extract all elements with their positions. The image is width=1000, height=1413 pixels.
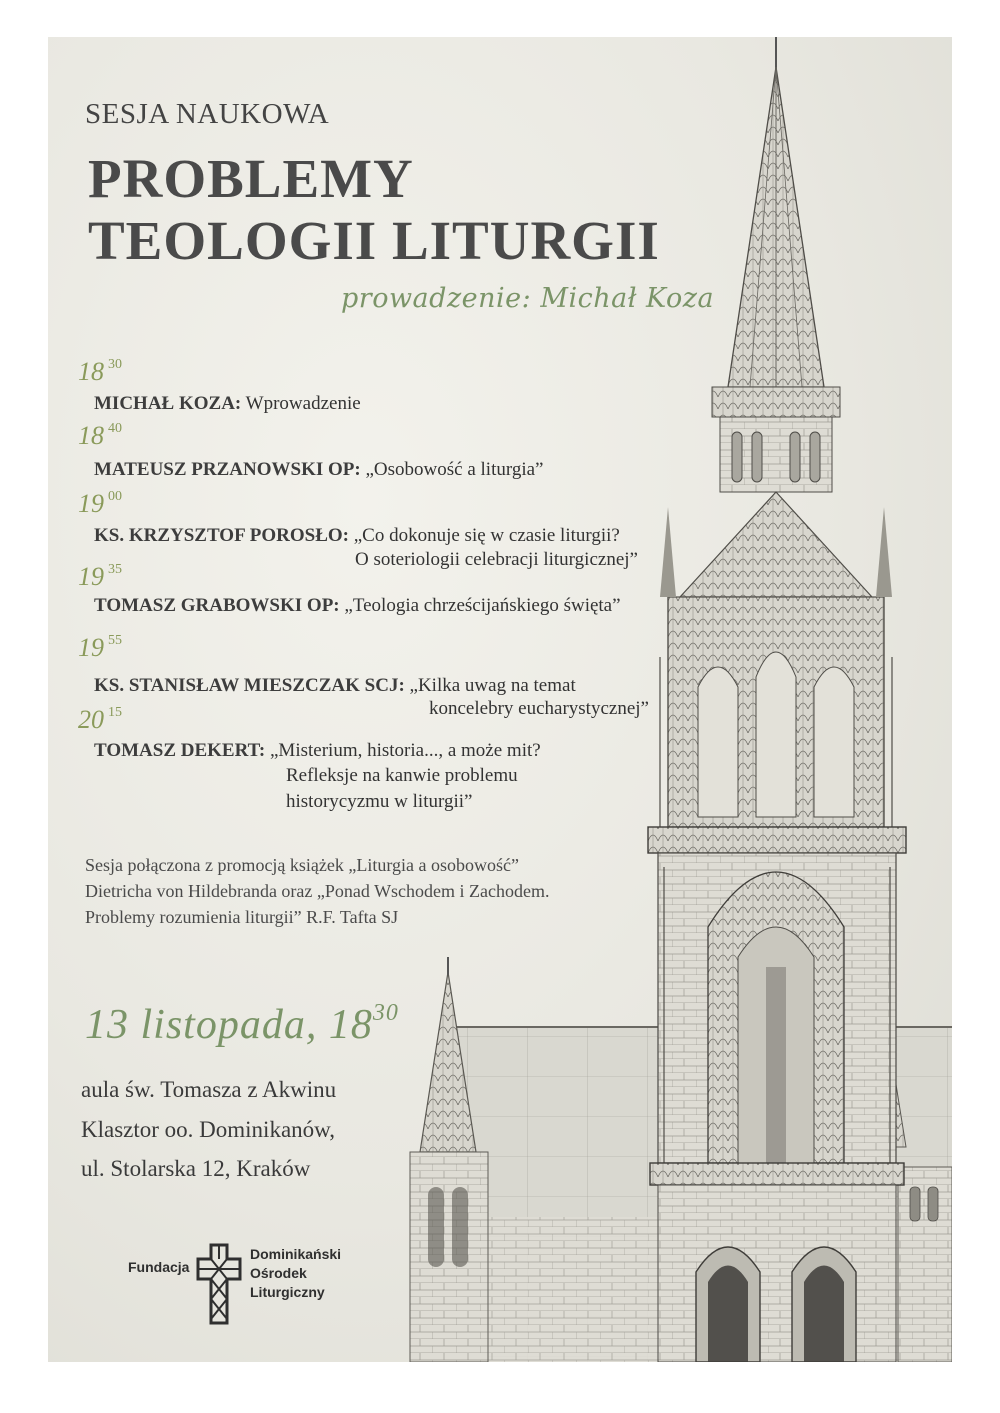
time-minute: 40 <box>108 421 122 436</box>
promo-line: Problemy rozumienia liturgii” R.F. Tafta SJ <box>85 907 399 927</box>
speaker-name: MICHAŁ KOZA: <box>94 393 242 414</box>
promo-line: Dietricha von Hildebranda oraz „Ponad Wschodem i Zachodem. <box>85 881 550 901</box>
logo-line: Ośrodek <box>250 1265 307 1281</box>
event-date-text: 13 listopada, 18 <box>85 1002 373 1048</box>
schedule-time <box>78 421 122 451</box>
time-hour: 18 <box>78 357 104 386</box>
time-minute: 35 <box>108 562 122 577</box>
schedule-time <box>78 357 122 387</box>
talk-topic: „Teologia chrześcijańskiego święta” <box>344 595 621 616</box>
schedule-talk <box>94 525 620 547</box>
logo-line: Liturgiczny <box>250 1284 325 1300</box>
poster <box>48 37 952 1362</box>
talk-topic-continued: historycyzmu w liturgii” <box>286 791 473 812</box>
talk-topic: „Osobowość a liturgia” <box>365 459 544 480</box>
talk-topic: Wprowadzenie <box>245 393 361 414</box>
speaker-name: TOMASZ DEKERT: <box>94 740 266 761</box>
speaker-name: TOMASZ GRABOWSKI OP: <box>94 595 340 616</box>
speaker-name: KS. KRZYSZTOF POROSŁO: <box>94 525 349 546</box>
schedule-talk <box>94 595 621 617</box>
event-date <box>85 1000 399 1049</box>
speaker-name: MATEUSZ PRZANOWSKI OP: <box>94 459 361 480</box>
schedule-time <box>78 489 122 519</box>
host-line: prowadzenie: Michał Koza <box>341 283 715 314</box>
schedule-talk <box>94 740 541 762</box>
schedule-time <box>78 633 122 663</box>
speaker-name: KS. STANISŁAW MIESZCZAK SCJ: <box>94 675 405 696</box>
promo-line: Sesja połączona z promocją książek „Liturgia a osobowość” <box>85 855 520 875</box>
talk-topic: „Kilka uwag na temat <box>409 675 576 696</box>
logo-text-right <box>250 1245 341 1302</box>
time-minute: 55 <box>108 633 122 648</box>
talk-topic-continued: Refleksje na kanwie problemu <box>286 765 518 786</box>
schedule-talk <box>94 393 361 415</box>
time-minute: 15 <box>108 705 122 720</box>
venue-line: Klasztor oo. Dominikanów, <box>81 1117 336 1142</box>
logo-text-left: Fundacja <box>128 1259 190 1275</box>
time-hour: 18 <box>78 421 104 450</box>
logo-line: Dominikański <box>250 1246 342 1262</box>
schedule-talk <box>94 675 576 697</box>
time-minute: 00 <box>108 489 122 504</box>
event-date-minute: 30 <box>372 1000 399 1026</box>
talk-topic: „Co dokonuje się w czasie liturgii? <box>353 525 620 546</box>
venue-line: ul. Stolarska 12, Kraków <box>81 1156 311 1181</box>
time-hour: 19 <box>78 489 104 518</box>
time-hour: 20 <box>78 705 104 734</box>
time-hour: 19 <box>78 562 104 591</box>
talk-topic: „Misterium, historia..., a może mit? <box>270 740 541 761</box>
title-line-1: PROBLEMY <box>88 148 414 209</box>
event-type: SESJA NAUKOWA <box>85 98 330 130</box>
time-minute: 30 <box>108 357 122 372</box>
schedule-talk <box>94 459 543 481</box>
venue-line: aula św. Tomasza z Akwinu <box>81 1077 337 1102</box>
talk-topic-continued: koncelebry eucharystycznej” <box>429 698 649 719</box>
time-hour: 19 <box>78 633 104 662</box>
title-line-2: TEOLOGII LITURGII <box>88 210 660 271</box>
talk-topic-continued: O soteriologii celebracji liturgicznej” <box>355 549 638 570</box>
cross-building-icon <box>196 1243 242 1325</box>
book-promotion-note <box>85 852 550 930</box>
schedule-time <box>78 562 122 592</box>
schedule-time <box>78 705 122 735</box>
